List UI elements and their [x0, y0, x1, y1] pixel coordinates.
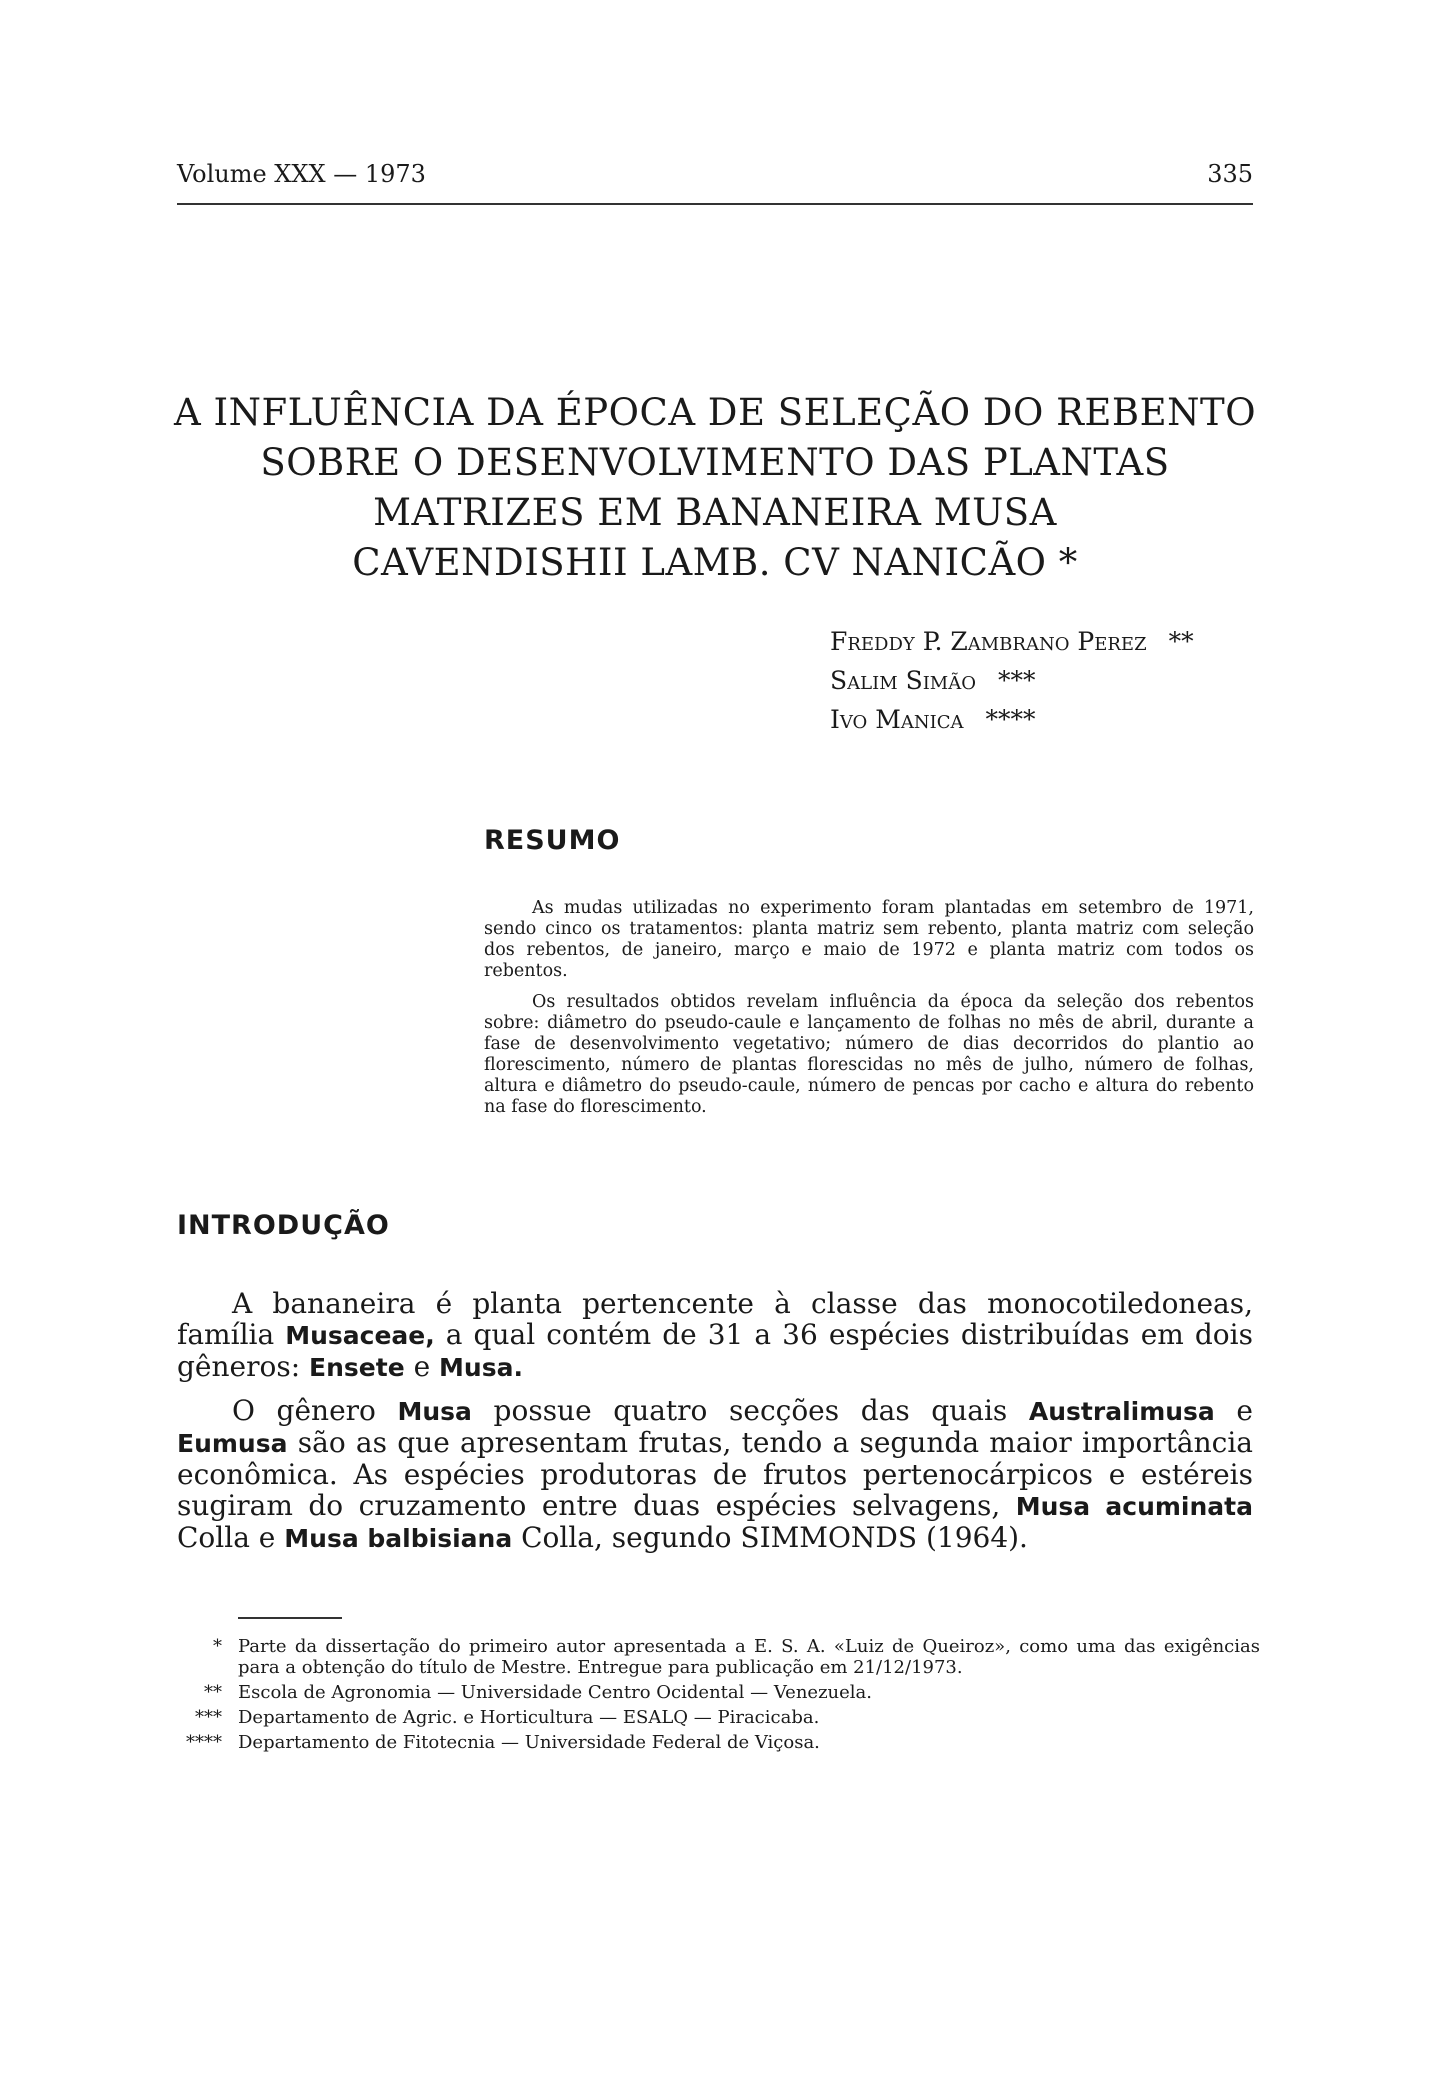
resumo-paragraph: Os resultados obtidos revelam influência da época da seleção dos rebentos sobre: diâmetro do pseudo-caule e lançamento de folhas no mês de abril, durante a fase de desenvolvimento vegetativo; número de dias decorridos do plantio ao florescimento, número de plantas florescidas no mês de julho, número de folhas, altura e diâmetro do pseudo-caule, número de pencas por cacho e altura do rebento na fase do florescimento.: [484, 992, 1254, 1117]
header-rule: [177, 203, 1253, 205]
author: [830, 661, 1194, 700]
footnote-text: Departamento de Agric. e Horticultura — ESALQ — Piracicaba.: [238, 1707, 820, 1728]
resumo-paragraph: As mudas utilizadas no experimento foram plantadas em setembro de 1971, sendo cinco os tratamentos: planta matriz sem rebento, planta matriz com seleção dos rebentos, de janeiro, março e maio de 1972 e planta matriz com todos os rebentos.: [484, 898, 1254, 981]
resumo-abstract: [484, 898, 1254, 1128]
volume-label: Volume XXX — 1973: [177, 160, 426, 188]
footnote-text: Escola de Agronomia — Universidade Centro Ocidental — Venezuela.: [238, 1682, 873, 1703]
introducao-heading: INTRODUÇÃO: [177, 1210, 390, 1241]
page-number: 335: [1207, 160, 1253, 188]
footnote-text: Parte da dissertação do primeiro autor apresentada a E. S. A. «Luiz de Queiroz», como uma das exigências para a obtenção do título de Mestre. Entregue para publicação em 21/12/1973.: [238, 1636, 1260, 1678]
author: [830, 700, 1194, 739]
footnote: [160, 1707, 1260, 1728]
author-footnote-mark: ***: [998, 666, 1036, 695]
footnote: [160, 1682, 1260, 1703]
title-line: MATRIZES EM BANANEIRA MUSA: [373, 491, 1057, 534]
footnote-text: Departamento de Fitotecnia — Universidade Federal de Viçosa.: [238, 1732, 820, 1753]
footnote-mark: ***: [195, 1707, 222, 1728]
title-line: CAVENDISHII LAMB. CV NANICÃO *: [352, 541, 1078, 584]
footnote: [160, 1732, 1260, 1753]
taxon-name: Musa.: [439, 1353, 523, 1382]
taxon-name: Eumusa: [177, 1429, 288, 1458]
author-name: Freddy P. Zambrano Perez: [830, 627, 1147, 656]
footnotes: [160, 1636, 1260, 1757]
footnote: [160, 1636, 1260, 1678]
author-list: [830, 622, 1194, 739]
taxon-name: Musaceae,: [285, 1321, 435, 1350]
introducao-body: [177, 1288, 1253, 1566]
taxon-name: Musa acuminata: [1015, 1492, 1253, 1521]
author: [830, 622, 1194, 661]
footnote-mark: **: [204, 1682, 222, 1703]
taxon-name: Musa balbisiana: [284, 1524, 513, 1553]
author-footnote-mark: **: [1168, 627, 1194, 656]
author-name: Ivo Manica: [830, 705, 964, 734]
footnote-rule: [238, 1617, 342, 1619]
author-footnote-mark: ****: [985, 705, 1036, 734]
body-paragraph: A bananeira é planta pertencente à classe das monocotiledoneas, família Musaceae, a qual contém de 31 a 36 espécies distribuídas em dois gêneros: Ensete e Musa.: [177, 1287, 1253, 1383]
taxon-name: Australimusa: [1028, 1397, 1215, 1426]
title-line: A INFLUÊNCIA DA ÉPOCA DE SELEÇÃO DO REBENTO: [173, 391, 1257, 434]
footnote-mark: *: [213, 1636, 222, 1657]
title-line: SOBRE O DESENVOLVIMENTO DAS PLANTAS: [260, 441, 1170, 484]
footnote-mark: ****: [186, 1732, 222, 1753]
body-paragraph: O gênero Musa possue quatro secções das quais Australimusa e Eumusa são as que apresentam frutas, tendo a segunda maior importância econômica. As espécies produtoras de frutos pertenocárpicos e estéreis sugiram do cruzamento entre duas espécies selvagens, Musa acuminata Colla e Musa balbisiana Colla, segundo SIMMONDS (1964).: [177, 1394, 1253, 1554]
article-title: [150, 388, 1280, 588]
resumo-heading: RESUMO: [484, 825, 621, 856]
author-name: Salim Simão: [830, 666, 976, 695]
taxon-name: Ensete: [309, 1353, 405, 1382]
running-header: [177, 160, 1253, 204]
taxon-name: Musa: [397, 1397, 472, 1426]
